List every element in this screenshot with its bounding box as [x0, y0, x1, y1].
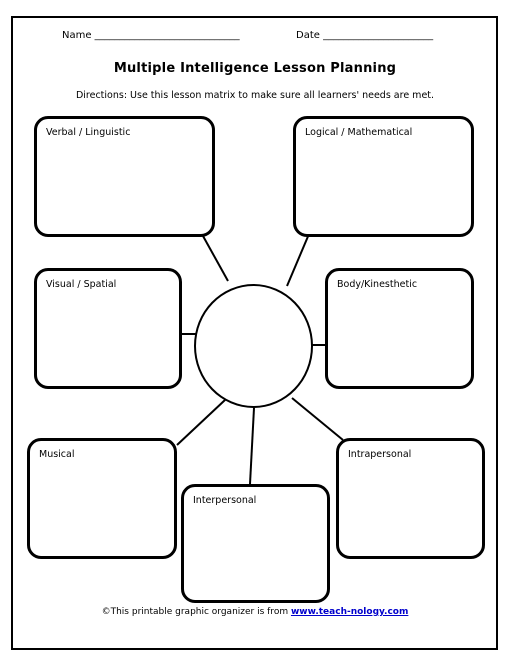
box-label-verbal: Verbal / Linguistic [46, 127, 131, 138]
name-field-label: Name _____________________________ [62, 30, 240, 41]
box-body-kinesthetic[interactable] [325, 268, 474, 389]
directions-text: Directions: Use this lesson matrix to make sure all learners' needs are met. [75, 90, 435, 101]
page-title: Multiple Intelligence Lesson Planning [113, 61, 397, 76]
box-logical-mathematical[interactable] [293, 116, 474, 237]
connector-interpersonal [250, 408, 254, 484]
box-interpersonal[interactable] [181, 484, 330, 603]
connector-intrapersonal [292, 398, 343, 440]
box-intrapersonal[interactable] [336, 438, 485, 559]
connector-logical [287, 234, 309, 286]
footer-text: ©This printable graphic organizer is from [101, 607, 289, 617]
box-verbal-linguistic[interactable] [34, 116, 215, 237]
box-visual-spatial[interactable] [34, 268, 182, 389]
box-label-body: Body/Kinesthetic [337, 279, 418, 290]
connector-musical [177, 400, 225, 445]
box-label-visual: Visual / Spatial [46, 279, 117, 290]
box-label-musical: Musical [39, 449, 75, 460]
footer-link[interactable]: www.teach-nology.com [290, 607, 409, 617]
box-label-interpersonal: Interpersonal [193, 495, 257, 506]
box-musical[interactable] [27, 438, 177, 559]
box-label-intrapersonal: Intrapersonal [348, 449, 412, 460]
center-circle[interactable] [194, 284, 313, 408]
box-label-logical: Logical / Mathematical [305, 127, 413, 138]
connector-verbal [203, 236, 228, 281]
date-field-label: Date ______________________ [296, 30, 434, 41]
footer-credit [0, 607, 510, 617]
